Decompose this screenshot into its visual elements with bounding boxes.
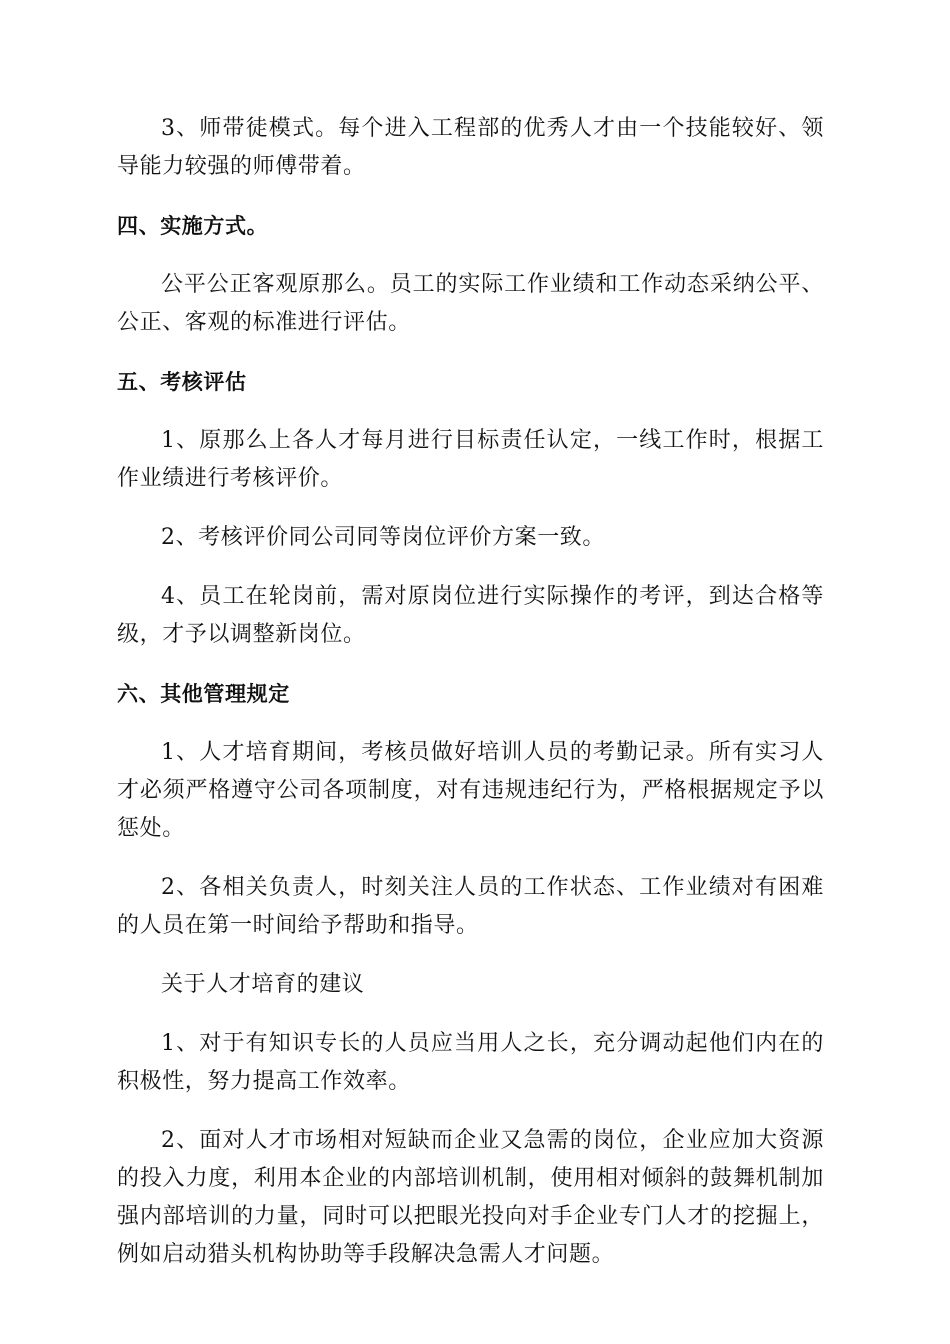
heading-other-rules: 六、其他管理规定: [117, 682, 290, 706]
paragraph-fairness-principle: 公平公正客观原那么。员工的实际工作业绩和工作动态采纳公平、公正、客观的标准进行评估。: [117, 272, 824, 335]
paragraph-attendance-records: 1、人才培育期间，考核员做好培训人员的考勤记录。所有实习人才必须严格遵守公司各项制度，对有违规违纪行为，严格根据规定予以惩处。: [117, 740, 824, 841]
heading-assessment: 五、考核评估: [117, 370, 247, 394]
paragraph-monthly-targets: 1、原那么上各人才每月进行目标责任认定，一线工作时，根据工作业绩进行考核评价。: [117, 428, 824, 491]
paragraph-rotation-evaluation: 4、员工在轮岗前，需对原岗位进行实际操作的考评，到达合格等级，才予以调整新岗位。: [117, 584, 824, 647]
heading-implementation: 四、实施方式。: [117, 214, 269, 238]
paragraph-mentorship-mode: 3、师带徒模式。每个进入工程部的优秀人才由一个技能较好、领导能力较强的师傅带着。: [117, 116, 824, 179]
paragraph-suggestions-title: 关于人才培育的建议: [161, 972, 365, 997]
paragraph-evaluation-consistency: 2、考核评价同公司同等岗位评价方案一致。: [161, 525, 605, 550]
paragraph-suggestion-1: 1、对于有知识专长的人员应当用人之长，充分调动起他们内在的积极性，努力提高工作效率。: [117, 1031, 824, 1094]
paragraph-suggestion-2: 2、面对人才市场相对短缺而企业又急需的岗位，企业应加大资源的投入力度，利用本企业的内部培训机制，使用相对倾斜的鼓舞机制加强内部培训的力量，同时可以把眼光投向对手企业专门人才的挖掘上，例如启动猎头机构协助等手段解决急需人才问题。: [117, 1128, 824, 1267]
paragraph-supervisor-attention: 2、各相关负责人，时刻关注人员的工作状态、工作业绩对有困难的人员在第一时间给予帮助和指导。: [117, 875, 824, 938]
